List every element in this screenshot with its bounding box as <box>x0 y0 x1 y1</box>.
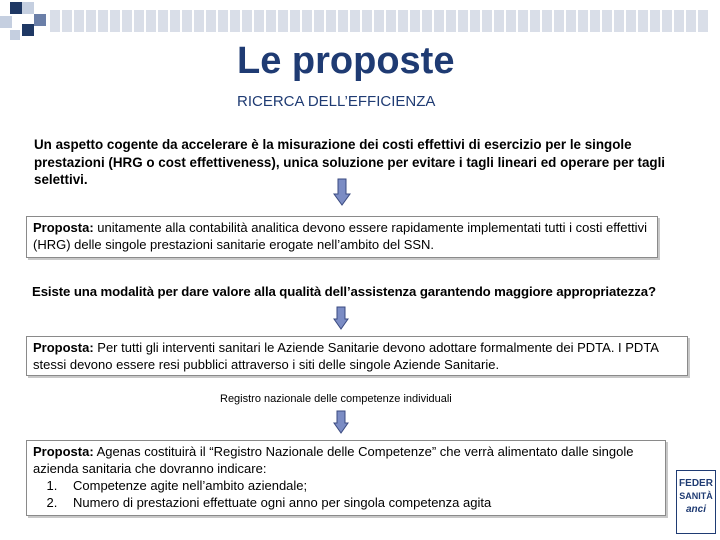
proposal-box-1 <box>26 216 658 258</box>
proposal-text: Agenas costituirà il “Registro Nazionale delle Competenze” che verrà alimentato dalle singole azienda sanitaria che dovranno indicare: <box>33 444 634 476</box>
federsanita-logo <box>676 470 716 534</box>
down-arrow-icon <box>333 178 351 206</box>
list-item: 2. Numero di prestazioni effettuate ogni anno per singola competenza agita <box>61 494 659 511</box>
logo-line: anci <box>685 504 706 515</box>
header-stripe <box>50 10 720 32</box>
proposal-text: unitamente alla contabilità analitica devono essere rapidamente implementati tutti i costi effettivi (HRG) delle singole prestazioni sanitarie erogate nell’ambito del SSN. <box>33 220 647 252</box>
deco-square <box>10 30 20 40</box>
deco-square <box>22 24 34 36</box>
deco-square <box>22 2 34 14</box>
down-arrow-icon <box>333 306 349 330</box>
proposal-label: Proposta: <box>33 444 94 459</box>
proposal-label: Proposta: <box>33 220 94 235</box>
proposal-text: Per tutti gli interventi sanitari le Aziende Sanitarie devono adottare formalmente dei PDTA. I PDTA stessi devono essere resi pubblici attraverso i siti delle singole Aziende Sanitarie. <box>33 340 659 372</box>
deco-square <box>0 16 12 28</box>
proposal-label: Proposta: <box>33 340 94 355</box>
registry-label: Registro nazionale delle competenze individuali <box>220 393 452 405</box>
logo-line: SANITÀ <box>679 491 713 501</box>
list-item: 1. Competenze agite nell’ambito aziendale; <box>61 477 659 494</box>
proposal-list <box>33 477 659 511</box>
down-arrow-icon <box>333 410 349 434</box>
deco-square <box>10 2 22 14</box>
logo-line: FEDER <box>679 478 713 489</box>
intro-paragraph: Un aspetto cogente da accelerare è la misurazione dei costi effettivi di esercizio per le singole prestazioni (HRG o cost effettiveness), unica soluzione per evitare i tagli lineari ed operare per tagli selettivi. <box>34 137 666 187</box>
question-text: Esiste una modalità per dare valore alla qualità dell’assistenza garantendo maggiore appropriatezza? <box>32 284 656 299</box>
slide-title: Le proposte <box>237 40 455 82</box>
deco-square <box>34 14 46 26</box>
slide-subtitle: RICERCA DELL’EFFICIENZA <box>237 93 436 110</box>
proposal-box-3 <box>26 440 666 516</box>
proposal-box-2 <box>26 336 688 376</box>
